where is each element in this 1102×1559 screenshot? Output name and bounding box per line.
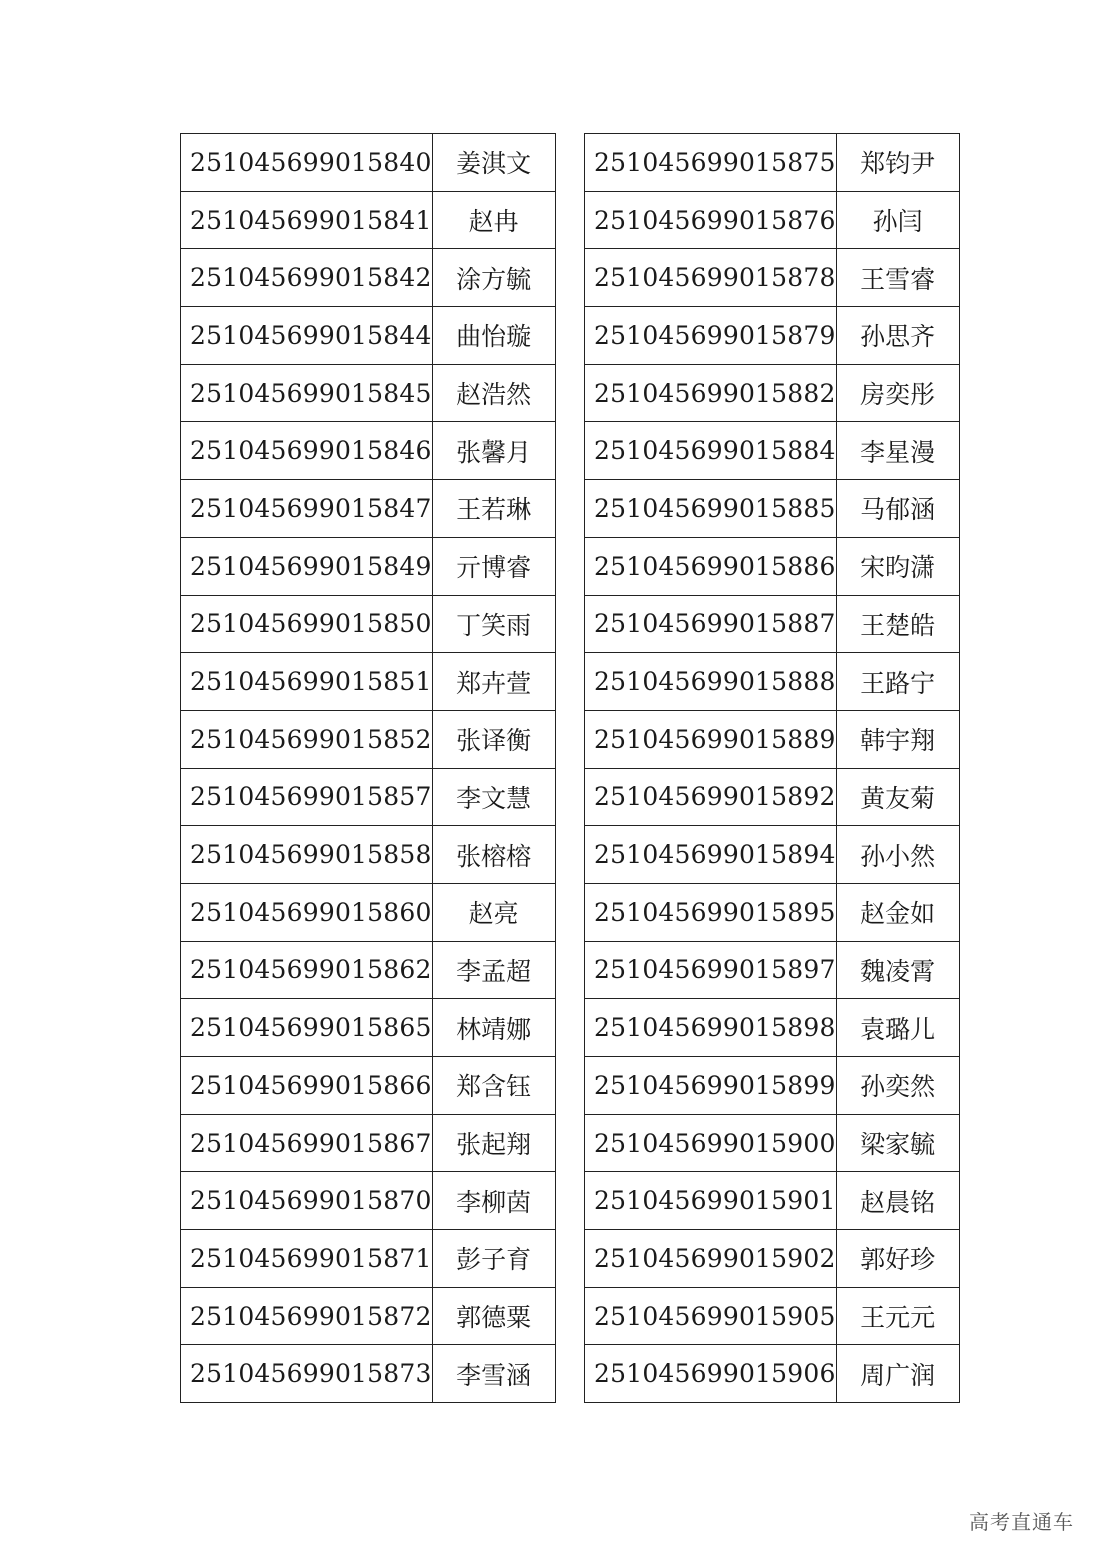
- candidate-name-cell: 张馨月: [432, 422, 555, 480]
- candidate-name-cell: 袁璐儿: [836, 999, 959, 1057]
- candidate-id-cell: 251045699015901: [585, 1172, 837, 1230]
- candidate-name-cell: 丁笑雨: [432, 595, 555, 653]
- candidate-id-cell: 251045699015876: [585, 191, 837, 249]
- candidate-id-cell: 251045699015860: [181, 883, 433, 941]
- table-row: [181, 710, 556, 768]
- candidate-id-cell: 251045699015887: [585, 595, 837, 653]
- table-row: [181, 999, 556, 1057]
- candidate-name-cell: 梁家毓: [836, 1114, 959, 1172]
- table-row: [585, 941, 960, 999]
- table-row: [181, 537, 556, 595]
- candidate-id-cell: 251045699015851: [181, 653, 433, 711]
- candidate-name-cell: 王路宁: [836, 653, 959, 711]
- table-row: [181, 595, 556, 653]
- candidate-name-cell: 郭德粟: [432, 1287, 555, 1345]
- table-row: [181, 422, 556, 480]
- candidate-name-cell: 王元元: [836, 1287, 959, 1345]
- candidate-id-cell: 251045699015867: [181, 1114, 433, 1172]
- table-row: [585, 999, 960, 1057]
- candidate-name-cell: 韩宇翔: [836, 710, 959, 768]
- table-row: [585, 249, 960, 307]
- table-row: [585, 422, 960, 480]
- candidate-id-cell: 251045699015870: [181, 1172, 433, 1230]
- candidate-id-cell: 251045699015849: [181, 537, 433, 595]
- table-row: [181, 1287, 556, 1345]
- candidate-name-cell: 孙思齐: [836, 307, 959, 365]
- candidate-name-cell: 赵晨铭: [836, 1172, 959, 1230]
- candidate-name-cell: 涂方毓: [432, 249, 555, 307]
- table-row: [181, 364, 556, 422]
- candidate-name-cell: 王楚皓: [836, 595, 959, 653]
- candidate-id-cell: 251045699015889: [585, 710, 837, 768]
- table-row: [585, 1287, 960, 1345]
- table-row: [181, 1230, 556, 1288]
- candidate-name-cell: 李雪涵: [432, 1345, 555, 1403]
- table-row: [181, 1345, 556, 1403]
- table-row: [181, 1172, 556, 1230]
- table-row: [181, 1057, 556, 1115]
- candidate-id-cell: 251045699015884: [585, 422, 837, 480]
- candidate-id-cell: 251045699015885: [585, 480, 837, 538]
- candidate-name-cell: 周广润: [836, 1345, 959, 1403]
- table-row: [585, 1345, 960, 1403]
- roster-table-body: [181, 134, 556, 1403]
- candidate-id-cell: 251045699015899: [585, 1057, 837, 1115]
- table-row: [181, 191, 556, 249]
- table-row: [181, 1114, 556, 1172]
- candidate-id-cell: 251045699015905: [585, 1287, 837, 1345]
- candidate-id-cell: 251045699015875: [585, 134, 837, 192]
- candidate-id-cell: 251045699015873: [181, 1345, 433, 1403]
- table-row: [585, 595, 960, 653]
- candidate-id-cell: 251045699015847: [181, 480, 433, 538]
- candidate-name-cell: 赵亮: [432, 883, 555, 941]
- candidate-id-cell: 251045699015858: [181, 826, 433, 884]
- candidate-id-cell: 251045699015857: [181, 768, 433, 826]
- candidate-name-cell: 郑钧尹: [836, 134, 959, 192]
- table-row: [585, 768, 960, 826]
- candidate-id-cell: 251045699015871: [181, 1230, 433, 1288]
- candidate-id-cell: 251045699015900: [585, 1114, 837, 1172]
- candidate-name-cell: 李文慧: [432, 768, 555, 826]
- table-row: [585, 710, 960, 768]
- candidate-id-cell: 251045699015865: [181, 999, 433, 1057]
- candidate-name-cell: 赵冉: [432, 191, 555, 249]
- table-row: [585, 1172, 960, 1230]
- candidate-name-cell: 房奕彤: [836, 364, 959, 422]
- roster-table-left: [180, 133, 556, 1403]
- candidate-name-cell: 张起翔: [432, 1114, 555, 1172]
- table-row: [181, 768, 556, 826]
- candidate-id-cell: 251045699015866: [181, 1057, 433, 1115]
- table-row: [181, 941, 556, 999]
- candidate-name-cell: 赵金如: [836, 883, 959, 941]
- candidate-id-cell: 251045699015882: [585, 364, 837, 422]
- candidate-id-cell: 251045699015902: [585, 1230, 837, 1288]
- candidate-name-cell: 亓博睿: [432, 537, 555, 595]
- table-row: [585, 134, 960, 192]
- candidate-id-cell: 251045699015888: [585, 653, 837, 711]
- candidate-id-cell: 251045699015895: [585, 883, 837, 941]
- candidate-id-cell: 251045699015850: [181, 595, 433, 653]
- candidate-id-cell: 251045699015879: [585, 307, 837, 365]
- watermark-text: 高考直通车: [969, 1510, 1074, 1534]
- candidate-name-cell: 姜淇文: [432, 134, 555, 192]
- candidate-id-cell: 251045699015844: [181, 307, 433, 365]
- roster-table-right: [584, 133, 960, 1403]
- candidate-name-cell: 赵浩然: [432, 364, 555, 422]
- table-row: [181, 480, 556, 538]
- table-row: [181, 826, 556, 884]
- candidate-id-cell: 251045699015892: [585, 768, 837, 826]
- table-row: [585, 307, 960, 365]
- candidate-name-cell: 魏凌霄: [836, 941, 959, 999]
- table-row: [181, 249, 556, 307]
- candidate-id-cell: 251045699015886: [585, 537, 837, 595]
- table-row: [585, 653, 960, 711]
- roster-table-body: [585, 134, 960, 1403]
- table-row: [585, 883, 960, 941]
- candidate-name-cell: 孙小然: [836, 826, 959, 884]
- candidate-id-cell: 251045699015897: [585, 941, 837, 999]
- table-row: [585, 537, 960, 595]
- table-row: [181, 134, 556, 192]
- candidate-name-cell: 林靖娜: [432, 999, 555, 1057]
- candidate-id-cell: 251045699015845: [181, 364, 433, 422]
- candidate-id-cell: 251045699015894: [585, 826, 837, 884]
- candidate-id-cell: 251045699015898: [585, 999, 837, 1057]
- candidate-name-cell: 张榕榕: [432, 826, 555, 884]
- candidate-name-cell: 王若琳: [432, 480, 555, 538]
- candidate-id-cell: 251045699015878: [585, 249, 837, 307]
- candidate-name-cell: 孙闫: [836, 191, 959, 249]
- candidate-id-cell: 251045699015906: [585, 1345, 837, 1403]
- candidate-name-cell: 郑含钰: [432, 1057, 555, 1115]
- table-row: [585, 1057, 960, 1115]
- candidate-name-cell: 李孟超: [432, 941, 555, 999]
- candidate-name-cell: 张译衡: [432, 710, 555, 768]
- candidate-name-cell: 宋昀潇: [836, 537, 959, 595]
- candidate-id-cell: 251045699015846: [181, 422, 433, 480]
- candidate-id-cell: 251045699015862: [181, 941, 433, 999]
- candidate-id-cell: 251045699015852: [181, 710, 433, 768]
- table-row: [585, 1114, 960, 1172]
- candidate-id-cell: 251045699015842: [181, 249, 433, 307]
- candidate-name-cell: 李星漫: [836, 422, 959, 480]
- table-row: [181, 883, 556, 941]
- candidate-name-cell: 郭好珍: [836, 1230, 959, 1288]
- candidate-name-cell: 王雪睿: [836, 249, 959, 307]
- candidate-name-cell: 彭子育: [432, 1230, 555, 1288]
- candidate-id-cell: 251045699015840: [181, 134, 433, 192]
- table-row: [585, 480, 960, 538]
- table-row: [585, 191, 960, 249]
- candidate-id-cell: 251045699015872: [181, 1287, 433, 1345]
- table-row: [181, 307, 556, 365]
- candidate-name-cell: 孙奕然: [836, 1057, 959, 1115]
- candidate-id-cell: 251045699015841: [181, 191, 433, 249]
- table-row: [585, 1230, 960, 1288]
- table-row: [585, 826, 960, 884]
- candidate-name-cell: 马郁涵: [836, 480, 959, 538]
- candidate-name-cell: 曲怡璇: [432, 307, 555, 365]
- table-row: [585, 364, 960, 422]
- candidate-name-cell: 黄友菊: [836, 768, 959, 826]
- candidate-name-cell: 郑卉萱: [432, 653, 555, 711]
- table-row: [181, 653, 556, 711]
- candidate-name-cell: 李柳茵: [432, 1172, 555, 1230]
